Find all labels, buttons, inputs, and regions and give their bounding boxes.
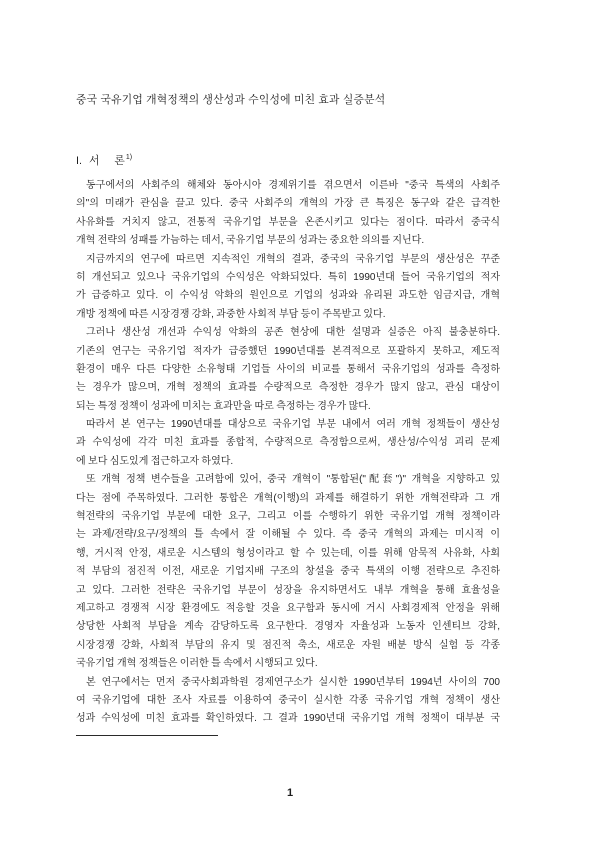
paragraph-line: 시장경쟁 강화, 사회적 부담의 유지 및 점진적 축소, 새로운 자원 배분 방식 실험 등 각종 (76, 639, 500, 651)
body-text (76, 177, 500, 729)
paragraph-line: 적 부담의 점진적 이전, 새로운 기업지배 구조의 창설을 중국 특색의 이행 전략으로 추진하 (76, 566, 500, 578)
paragraph-line: 히 개선되고 있으나 국유기업의 수익성은 악화되었다. 특히 1990년대 들어 국유기업의 적자 (76, 271, 500, 283)
page-number: 1 (286, 787, 294, 799)
paragraph-line: 환경이 매우 다른 다양한 소유형태 기업들 사이의 비교를 통해서 국유기업의 성과를 측정하 (76, 363, 500, 375)
paragraph (76, 324, 500, 416)
paragraph-line: 혁전략의 국유기업 부문에 대한 요구, 그리고 이를 수행하기 위한 국유기업 개혁 정책이라 (76, 511, 500, 523)
section-number: I. (76, 155, 82, 167)
paragraph (76, 471, 500, 673)
paragraph-line: 기존의 연구는 국유기업 적자가 급증했던 1990년대를 본격적으로 포괄하지 못하고, 제도적 (76, 345, 500, 357)
paragraph-line: 의"의 미래가 관심을 끌고 있다. 중국 사회주의 개혁의 가장 큰 특징은 동구와 같은 급격한 (76, 198, 500, 210)
paragraph-line: 상당한 사회적 부담을 계속 감당하도록 요구한다. 경영자 자율성과 노동자 인센티브 강화, (76, 621, 500, 633)
paragraph-line: 가 급증하고 있다. 이 수익성 악화의 원인으로 기업의 성과와 유리된 과도한 임금지급, 개혁 (76, 290, 500, 302)
footnote-mark: 1) (125, 154, 133, 161)
paragraph (76, 416, 500, 471)
paragraph-line: 성과 수익성에 미친 효과를 확인하였다. 그 결과 1990년대 국유기업 개혁 정책이 대부분 국 (76, 713, 500, 725)
paragraph-line: 되는 특정 정책이 성과에 미치는 효과만을 따로 측정하는 경우가 많다. (76, 400, 371, 412)
paragraph-line: 여 국유기업에 대한 조사 자료를 이용하여 중국이 실시한 각종 국유기업 개혁 정책이 생산 (76, 694, 500, 706)
paragraph-line: 개방 정책에 따른 시장경쟁 강화, 과중한 사회적 부담 등이 주목받고 있다. (76, 308, 386, 320)
paragraph-line: 따라서 본 연구는 1990년대를 대상으로 국유기업 부문 내에서 여러 개혁 정책들이 생산성 (86, 419, 500, 431)
section-name: 서 론 (89, 155, 125, 167)
paragraph-line: 에 보다 심도있게 접근하고자 하였다. (76, 455, 234, 467)
paragraph (76, 674, 500, 729)
paragraph-line: 는 과제/전략/요구/정책의 틀 속에서 잘 이해될 수 있다. 즉 중국 개혁의 과제는 미시적 이 (76, 529, 500, 541)
paragraph (76, 177, 500, 251)
paragraph-line: 지금까지의 연구에 따르면 지속적인 개혁의 결과, 중국의 국유기업 부문의 생산성은 꾸준 (86, 253, 500, 265)
paragraph-line: 국유기업 개혁 정책들은 이러한 틀 속에서 시행되고 있다. (76, 658, 318, 670)
paragraph-line: 제고하고 경쟁적 시장 환경에도 적응할 것을 요구함과 동시에 거시 사회경제적 안정을 위해 (76, 602, 500, 614)
paragraph-line: 동구에서의 사회주의 해체와 동아시아 경제위기를 겪으면서 이른바 "중국 특색의 사회주 (86, 180, 500, 191)
paragraph-line: 는 경우가 많으며, 개혁 정책의 효과를 수량적으로 측정한 경우가 많지 않고, 관심 대상이 (76, 382, 500, 394)
paragraph (76, 251, 500, 325)
paragraph-line: 개혁 전략의 성패를 가늠하는 데서, 국유기업 부문의 성과는 중요한 의의를 지닌다. (76, 235, 425, 247)
section-heading (76, 150, 132, 169)
paragraph-line: 또 개혁 정책 변수들을 고려함에 있어, 중국 개혁이 "통합된("配套")" 개혁을 지향하고 있 (86, 474, 500, 486)
paragraph-line: 사유화를 거치지 않고, 전통적 국유기업 부문을 온존시키고 있다는 점이다. 따라서 중국식 (76, 216, 500, 228)
footnote-separator (76, 735, 218, 736)
paragraph-line: 그러나 생산성 개선과 수익성 악화의 공존 현상에 대한 설명과 실증은 아직 불충분하다. (86, 327, 500, 339)
paragraph-line: 다는 점에 주목하였다. 그러한 통합은 개혁(이행)의 과제를 해결하기 위한 개혁전략과 그 개 (76, 492, 500, 504)
paragraph-line: 과 수익성에 각각 미친 효과를 종합적, 수량적으로 측정함으로써, 생산성/수익성 괴리 문제 (76, 437, 500, 449)
paragraph-line: 본 연구에서는 먼저 중국사회과학원 경제연구소가 실시한 1990년부터 1994년 사이의 700 (86, 676, 500, 688)
paragraph-line: 고 있다. 그러한 전략은 국유기업 부문이 성장을 유지하면서도 내부 개혁을 통해 효율성을 (76, 584, 500, 596)
paragraph-line: 행, 거시적 안정, 새로운 시스템의 형성이라고 할 수 있는데, 이를 위해 암묵적 사유화, 사회 (76, 547, 500, 559)
paper-title: 중국 국유기업 개혁정책의 생산성과 수익성에 미친 효과 실증분석 (76, 94, 386, 106)
